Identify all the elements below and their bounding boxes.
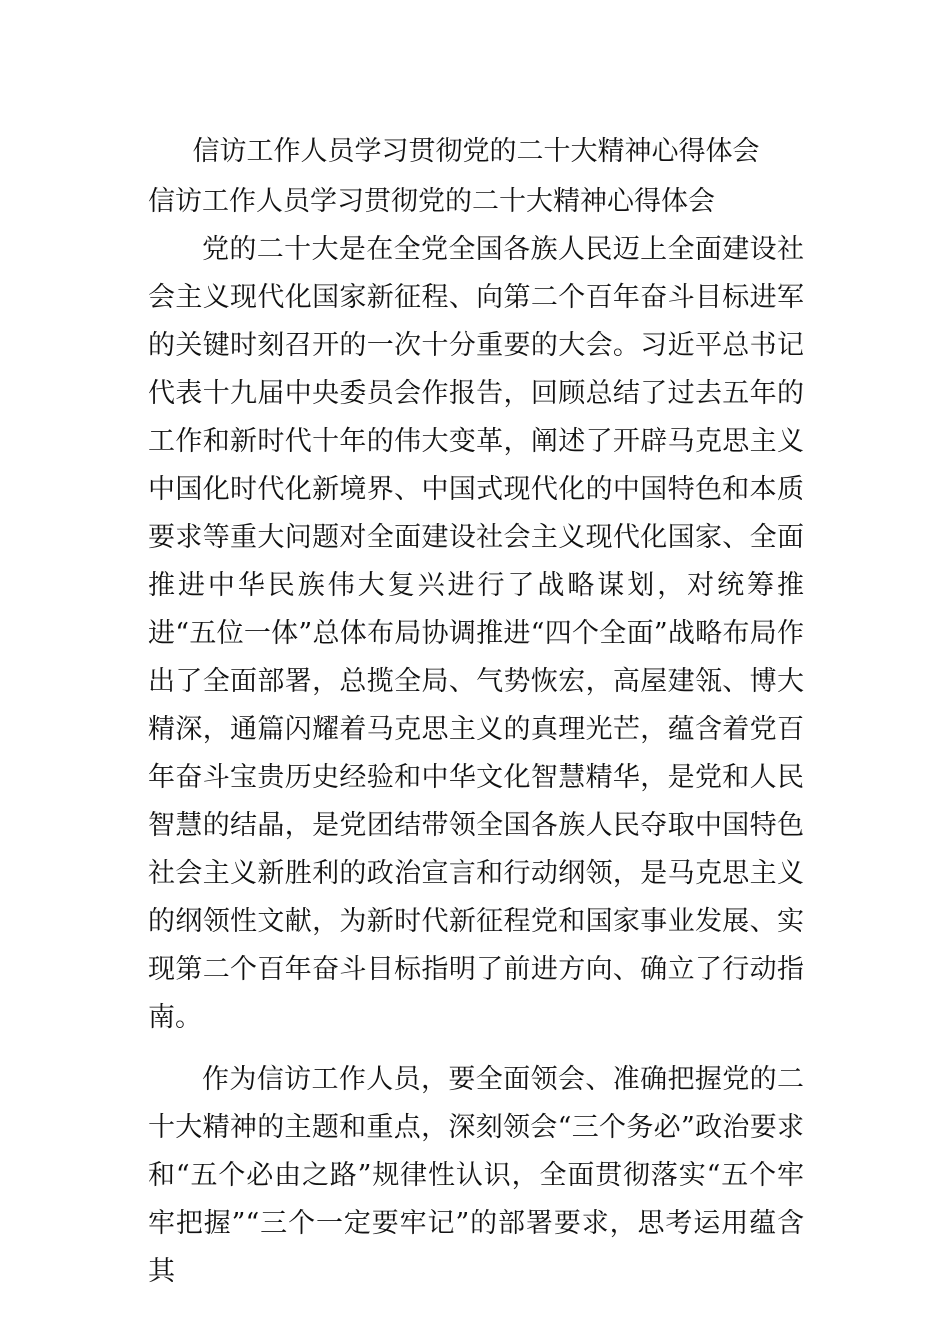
document-title: 信访工作人员学习贯彻党的二十大精神心得体会 <box>192 136 760 167</box>
document-body <box>148 226 804 1296</box>
paragraph-1: 党的二十大是在全党全国各族人民迈上全面建设社会主义现代化国家新征程、向第二个百年奋斗目标进军的关键时刻召开的一次十分重要的大会。习近平总书记代表十九届中央委员会作报告，回顾总结了过去五年的工作和新时代十年的伟大变革，阐述了开辟马克思主义中国化时代化新境界、中国式现代化的中国特色和本质要求等重大问题对全面建设社会主义现代化国家、全面推进中华民族伟大复兴进行了战略谋划，对统筹推进“五位一体”总体布局协调推进“四个全面”战略布局作出了全面部署，总揽全局、气势恢宏，高屋建瓴、博大精深，通篇闪耀着马克思主义的真理光芒，蕴含着党百年奋斗宝贵历史经验和中华文化智慧精华，是党和人民智慧的结晶，是党团结带领全国各族人民夺取中国特色社会主义新胜利的政治宣言和行动纲领，是马克思主义的纲领性文献，为新时代新征程党和国家事业发展、实现第二个百年奋斗目标指明了前进方向、确立了行动指南。 <box>148 234 804 1033</box>
paragraph-2: 作为信访工作人员，要全面领会、准确把握党的二十大精神的主题和重点，深刻领会“三个务必”政治要求和“五个必由之路”规律性认识，全面贯彻落实“五个牢牢把握”“三个一定要牢记”的部署要求，思考运用蕴含其 <box>148 1064 804 1287</box>
document-subtitle: 信访工作人员学习贯彻党的二十大精神心得体会 <box>148 186 715 217</box>
